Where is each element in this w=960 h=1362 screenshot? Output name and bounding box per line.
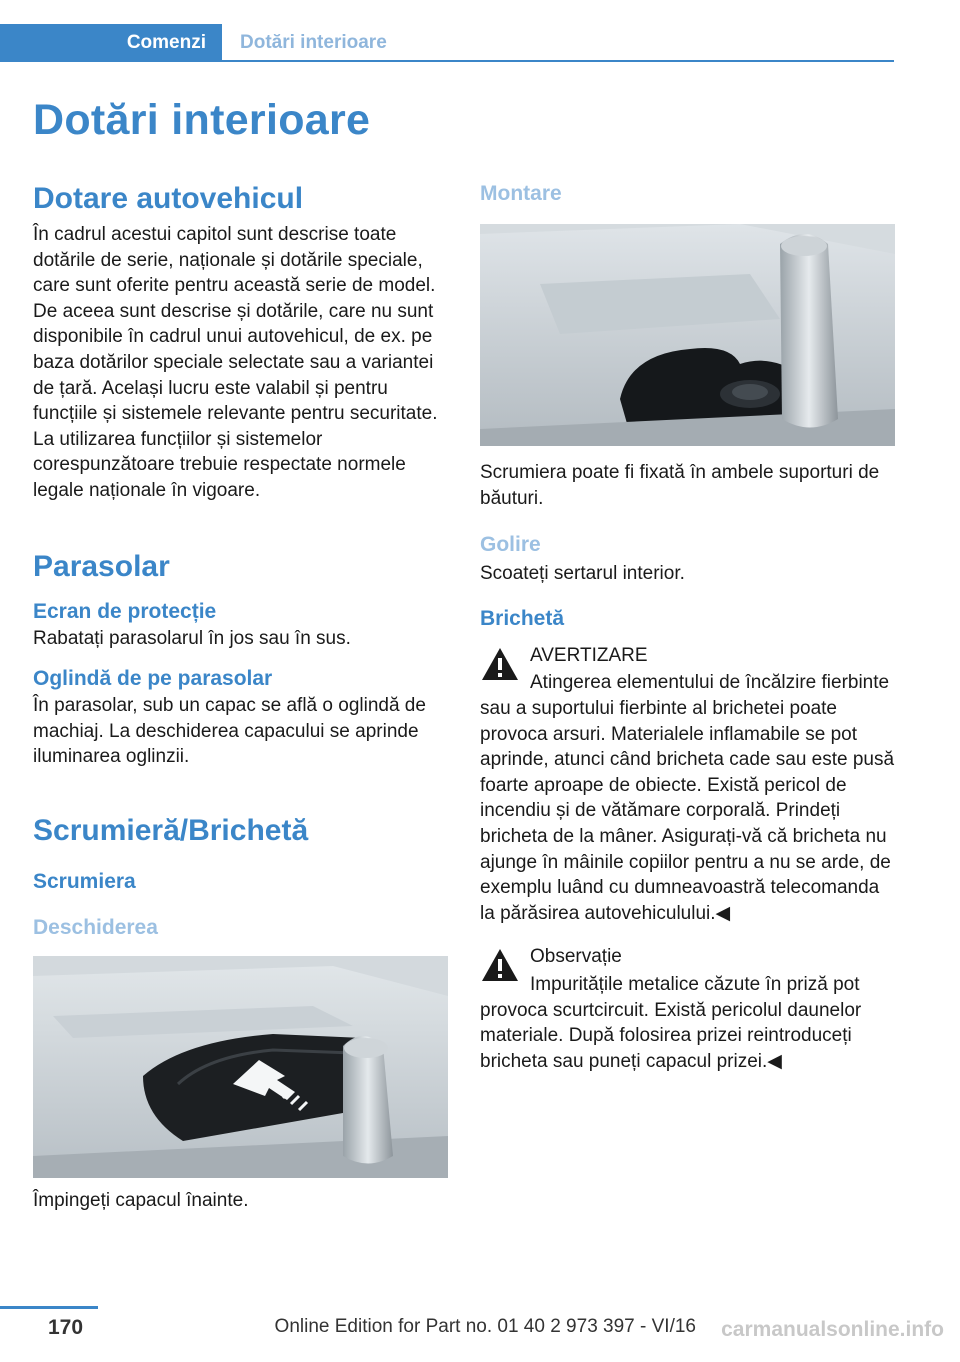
- tab-dotari-interioare[interactable]: Dotări interioare: [240, 32, 387, 53]
- heading-parasolar: Parasolar: [33, 549, 170, 583]
- heading-dotare-autovehicul: Dotare autovehicul: [33, 182, 304, 215]
- heading-deschiderea: Deschiderea: [33, 915, 158, 939]
- paragraph-golire: Scoateți sertarul interior.: [480, 563, 685, 585]
- heading-golire: Golire: [480, 533, 541, 557]
- warning-label: AVERTIZARE: [530, 644, 648, 666]
- note-text: Impuritățile metalice căzute în priză pot provoca scurtcircuit. Există pericolul daunelor materiale. După folosirea prizei reintroduceți bricheta sau puneți capacul prizei.◀: [480, 973, 862, 1072]
- edition-info: Online Edition for Part no. 01 40 2 973 397 - VI/16: [274, 1316, 696, 1337]
- paragraph-montare: Scrumiera poate fi fixată în ambele suporturi de băuturi.: [480, 462, 880, 509]
- paragraph-ecran: Rabatați parasolarul în jos sau în sus.: [33, 627, 351, 649]
- ashtray-open-photo: [33, 956, 448, 1178]
- heading-scrumiera-bricheta: Scrumieră/Brichetă: [33, 813, 309, 847]
- paragraph-dotare: În cadrul acestui capitol sunt descrise toate dotările de serie, naționale și dotările speciale, care sunt oferite pentru această serie de model. De aceea sunt descrise și dotările, care nu sunt disponibile în cadrul unui autovehicul, de ex. pe baza dotărilor speciale selectate sau a variantei de țară. Același lucru este valabil și pentru funcțiile și sistemele relevante pentru securitate. La utilizarea funcțiilor și sistemelor corespunzătoare trebuie respectate normele legale naționale în vigoare.: [33, 224, 438, 501]
- page-number: 170: [48, 1316, 84, 1339]
- heading-ecran-protectie: Ecran de protecție: [33, 599, 217, 623]
- ashtray-open-illustration: [33, 956, 448, 1178]
- watermark: carmanualsonline.info: [721, 1318, 944, 1341]
- warning-triangle-icon: [480, 646, 520, 682]
- caption-deschiderea: Împingeți capacul înainte.: [33, 1189, 249, 1211]
- warning-block: [480, 643, 895, 927]
- tab-comenzi[interactable]: Comenzi: [0, 24, 222, 62]
- heading-montare: Montare: [480, 182, 562, 205]
- heading-scrumiera: Scrumiera: [33, 869, 136, 893]
- ashtray-mounted-illustration: [480, 224, 895, 446]
- header-rule: [0, 60, 894, 62]
- page-title: Dotări interioare: [33, 96, 371, 144]
- right-column: [480, 182, 895, 1074]
- note-triangle-icon: [480, 947, 520, 983]
- note-block: [480, 944, 895, 1074]
- warning-text: Atingerea elementului de încălzire fierbinte sau a suportului fierbinte al brichetei poate provoca arsuri. Materialele inflamabile se pot aprinde, atunci când bricheta cade sau este pusă foarte aproape de obiecte. Există pericol de incendiu și de vătămare corporală. Prindeți bricheta de la mâner. Asigurați-vă că bricheta nu ajunge în mâinile copiilor pentru a nu se arde, de exemplu luând cu dumneavoastră telecomanda la părăsirea autovehiculului.◀: [480, 672, 895, 924]
- paragraph-oglinda: În parasolar, sub un capac se află o oglindă de machiaj. La deschiderea capacului se aprinde iluminarea oglinzii.: [33, 695, 426, 768]
- heading-oglinda: Oglindă de pe parasolar: [33, 667, 273, 691]
- header-tabs: [0, 24, 894, 62]
- heading-bricheta: Brichetă: [480, 606, 565, 630]
- ashtray-mounted-photo: [480, 224, 895, 446]
- footer-rule: [0, 1306, 98, 1309]
- left-column: [33, 182, 448, 1214]
- note-label: Observație: [530, 946, 622, 968]
